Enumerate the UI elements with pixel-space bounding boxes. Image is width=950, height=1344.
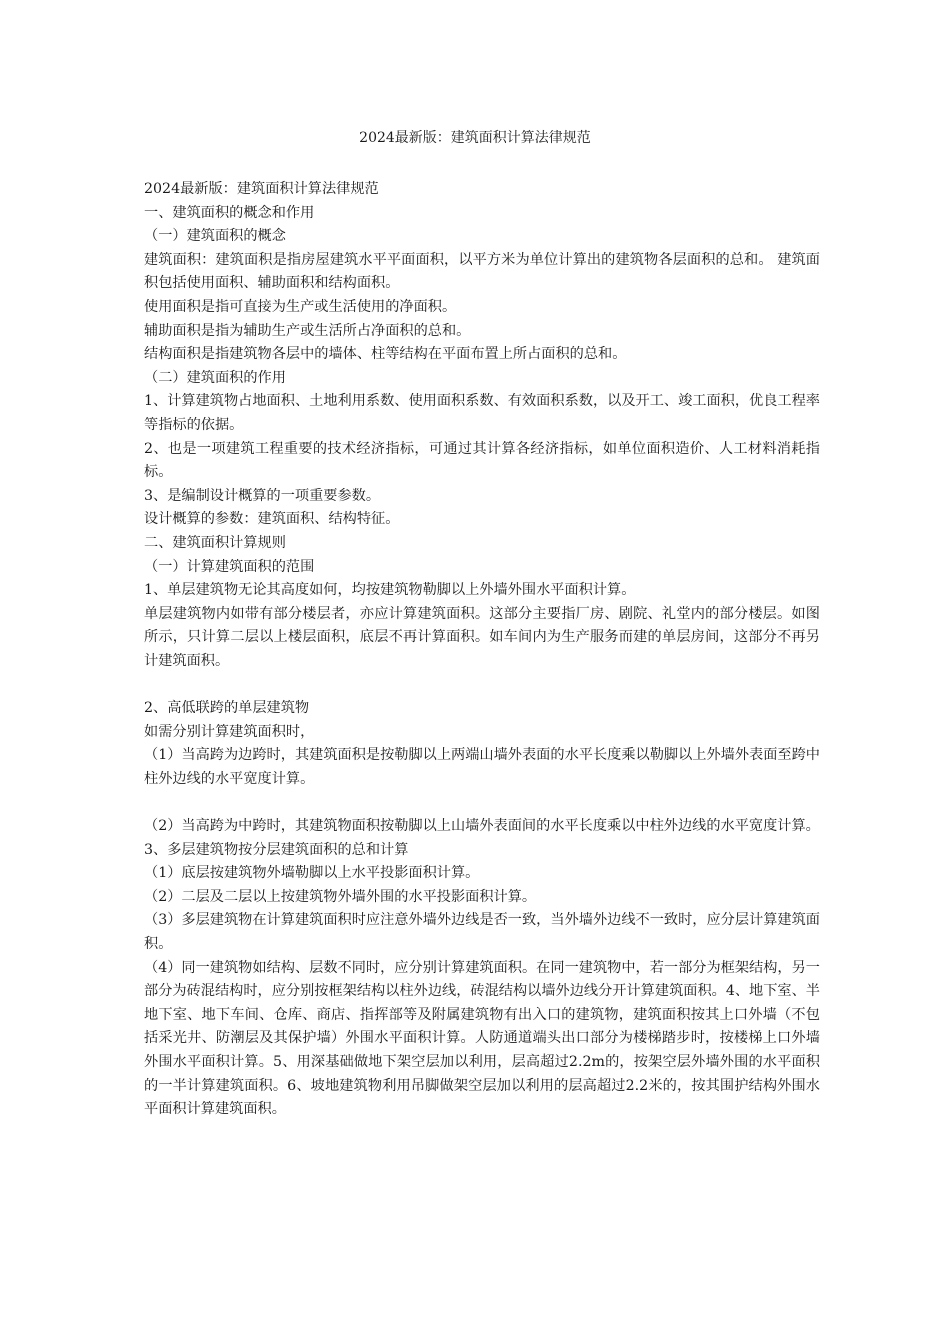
- paragraph: 1、单层建筑物无论其高度如何，均按建筑物勒脚以上外墙外围水平面积计算。: [144, 582, 636, 599]
- paragraph: （1）当高跨为边跨时，其建筑面积是按勒脚以上两端山墙外表面的水平长度乘以勒脚以上外墙外表面至跨中柱外边线的水平宽度计算。: [144, 747, 820, 787]
- blank-line: [144, 673, 820, 697]
- paragraph: 3、是编制设计概算的一项重要参数。: [144, 487, 381, 504]
- paragraph: 使用面积是指可直接为生产或生活使用的净面积。: [144, 298, 457, 315]
- paragraph: 设计概算的参数：建筑面积、结构特征。: [144, 511, 400, 528]
- paragraph: 结构面积是指建筑物各层中的墙体、柱等结构在平面布置上所占面积的总和。: [144, 346, 627, 363]
- paragraph: 1、计算建筑物占地面积、土地利用系数、使用面积系数、有效面积系数，以及开工、竣工面积，优良工程率等指标的依据。: [144, 393, 820, 433]
- paragraph: （1）底层按建筑物外墙勒脚以上水平投影面积计算。: [144, 865, 480, 882]
- paragraph: （3）多层建筑物在计算建筑面积时应注意外墙外边线是否一致，当外墙外边线不一致时，应分层计算建筑面积。: [144, 912, 820, 952]
- subsection-heading: （二）建筑面积的作用: [144, 369, 286, 386]
- document-title: 2024最新版：建筑面积计算法律规范: [359, 130, 591, 146]
- paragraph: （2）二层及二层以上按建筑物外墙外围的水平投影面积计算。: [144, 888, 537, 905]
- blank-line: [144, 791, 820, 815]
- document-body: [144, 178, 820, 1122]
- paragraph: 2、也是一项建筑工程重要的技术经济指标，可通过其计算各经济指标，如单位面积造价、人工材料消耗指标。: [144, 440, 820, 481]
- paragraph: 如需分别计算建筑面积时，: [144, 723, 315, 740]
- paragraph: （4）同一建筑物如结构、层数不同时，应分别计算建筑面积。在同一建筑物中，若一部分为框架结构，另一部分为砖混结构时，应分别按框架结构以柱外边线，砖混结构以墙外边线分开计算建筑面积。4、地下室、半地下室、地下车间、仓库、商店、指挥部等及附属建筑物有出入口的建筑物，建筑面积按其上口外墙（不包括采光井、防潮层及其保护墙）外围水平面积计算。人防通道端头出口部分为楼梯踏步时，按楼梯上口外墙外围水平面积计算。5、用深基础做地下架空层加以利用，层高超过2.2m的，按架空层外墙外围的水平面积的一半计算建筑面积。6、坡地建筑物利用吊脚做架空层加以利用的层高超过2.2米的，按其围护结构外围水平面积计算建筑面积。: [144, 959, 820, 1118]
- subsection-heading: （一）建筑面积的概念: [144, 228, 286, 245]
- subsection-heading: （一）计算建筑面积的范围: [144, 558, 315, 575]
- paragraph: 2、高低联跨的单层建筑物: [144, 700, 310, 717]
- paragraph: 辅助面积是指为辅助生产或生活所占净面积的总和。: [144, 322, 471, 339]
- section-heading: 一、建筑面积的概念和作用: [144, 204, 315, 221]
- section-heading: 二、建筑面积计算规则: [144, 534, 286, 551]
- paragraph: 单层建筑物内如带有部分楼层者，亦应计算建筑面积。这部分主要指厂房、剧院、礼堂内的部分楼层。如图所示，只计算二层以上楼层面积，底层不再计算面积。如车间内为生产服务而建的单层房间，这部分不再另计建筑面积。: [144, 605, 820, 669]
- paragraph: 2024最新版：建筑面积计算法律规范: [144, 181, 379, 197]
- paragraph: 3、多层建筑物按分层建筑面积的总和计算: [144, 841, 409, 858]
- paragraph: （2）当高跨为中跨时，其建筑物面积按勒脚以上山墙外表面间的水平长度乘以中柱外边线的水平宽度计算。: [144, 818, 820, 835]
- paragraph: 建筑面积：建筑面积是指房屋建筑水平平面面积，以平方米为单位计算出的建筑物各层面积的总和。 建筑面积包括使用面积、辅助面积和结构面积。: [144, 251, 820, 292]
